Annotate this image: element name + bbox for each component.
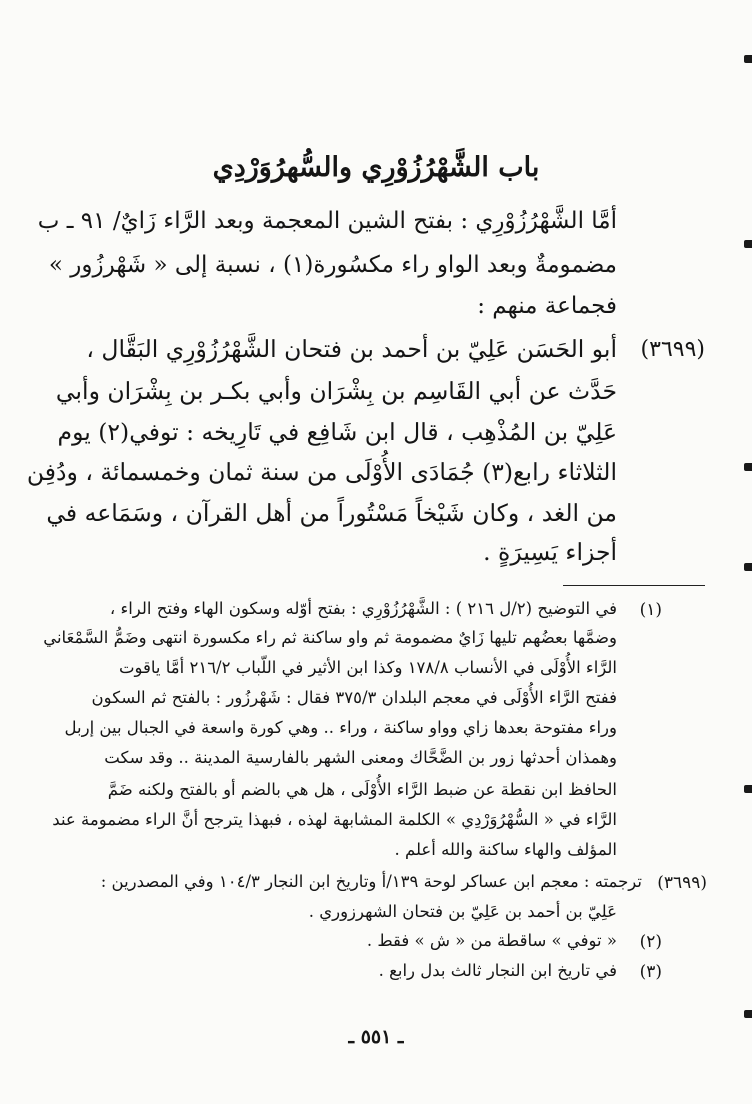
entry-line-1: أبو الحَسَن عَلِيّ بن أحمد بن فتحان الشَّهْرُزُوْرِي البَقَّال ، [86,335,617,363]
footnote-2-line-1: « توفي » ساقطة من « ش » فقط . [366,931,617,950]
footnote-1-line-8: الرَّاء في « السُّهْرُوَرْدِي » الكلمة المشابهة لهذه ، فبهذا يترجح أنَّ الراء مضمومة عند [52,810,617,829]
chapter-title: باب الشَّهْرُزُوْرِي والسُّهرُوَرْدِي [212,152,540,183]
footnote-1-line-3: الرَّاء الأُوْلَى في الأنساب ١٧٨/٨ وكذا ابن الأثير في اللّباب ٢١٦/٢ أمَّا ياقوت [118,658,617,677]
entry-line-4: الثلاثاء رابع(٣) جُمَادَى الأُوْلَى من سنة ثمان وخمسمائة ، ودُفِن [26,458,617,486]
scan-edge-mark [744,55,752,63]
footnote-1-line-2: وضمَّها بعضُهم تليها زَايٌ مضمومة ثم واو ساكنة ثم راء مكسورة انتهى وضَمُّ السَّمْعَاني [43,628,617,647]
scan-edge-mark [744,240,752,248]
entry-number: (٣٦٩٩) [640,337,705,362]
footnote-1-line-4: ففتح الرَّاء الأُوْلَى في معجم البلدان ٣٧٥/٣ فقال : شَهْرزُور : بالفتح ثم السكون [91,688,617,707]
footnote-1-line-9: المؤلف والهاء ساكنة والله أعلم . [394,840,617,859]
intro-line-1: أمَّا الشَّهْرُزُوْرِي : بفتح الشين المعجمة وبعد الرَّاء زَايٌ/ ٩١ ـ ب [37,208,617,234]
footnote-3699-number: (٣٦٩٩) [657,873,707,893]
footnote-1-number: (١) [639,600,662,620]
entry-line-6: أجزاء يَسِيرَةٍ . [483,538,617,566]
scan-edge-mark [744,563,752,571]
footnote-1-line-7: الحافظ ابن نقطة عن ضبط الرَّاء الأُوْلَى ، هل هي بالضم أو بالفتح ولكنه ضَمَّ [107,780,617,799]
footnote-3-line-1: في تاريخ ابن النجار ثالث بدل رابع . [378,961,617,980]
entry-line-3: عَلِيّ بن المُذْهِب ، قال ابن شَافِع في تَارِيخه : توفي(٢) يوم [57,418,617,446]
footnote-1-line-6: وهمذان أحدثها زور بن الضَّحَّاك ومعنى الشهر بالفارسية المدينة .. وقد سكت [104,748,617,767]
footnote-3699-line-2: عَلِيّ بن أحمد بن عَلِيّ بن فتحان الشهرزوري . [308,902,617,921]
footnote-separator [563,585,705,586]
intro-line-2: مضمومةٌ وبعد الواو راء مكسُورة(١) ، نسبة إلى « شَهْرزُور » [48,252,617,278]
scan-edge-mark [744,1010,752,1018]
page-number: ـ ٥٥١ ـ [348,1026,404,1048]
footnote-2-number: (٢) [639,932,662,952]
entry-line-2: حَدَّث عن أبي القَاسِم بن بِشْرَان وأبي بكـر بن بِشْرَان وأبي [55,377,617,405]
footnote-1-line-1: في التوضيح (٢/ل ٢١٦ ) : الشَّهْرُزُوْرِي : بفتح أوّله وسكون الهاء وفتح الراء ، [109,599,617,618]
scan-edge-mark [744,785,752,793]
intro-line-3: فجماعة منهم : [477,293,617,319]
footnote-3699-line-1: ترجمته : معجم ابن عساكر لوحة ١٣٩/أ وتاريخ ابن النجار ١٠٤/٣ وفي المصدرين : [100,872,642,891]
entry-line-5: من الغد ، وكان شَيْخاً مَسْتُوراً من أهل القرآن ، وسَمَاعه في [46,499,617,527]
scan-edge-mark [744,463,752,471]
footnote-3-number: (٣) [639,962,662,982]
footnote-1-line-5: وراء مفتوحة بعدها زاي وواو ساكنة ، وراء .. وهي كورة واسعة في الجبال بين إربل [64,718,617,737]
